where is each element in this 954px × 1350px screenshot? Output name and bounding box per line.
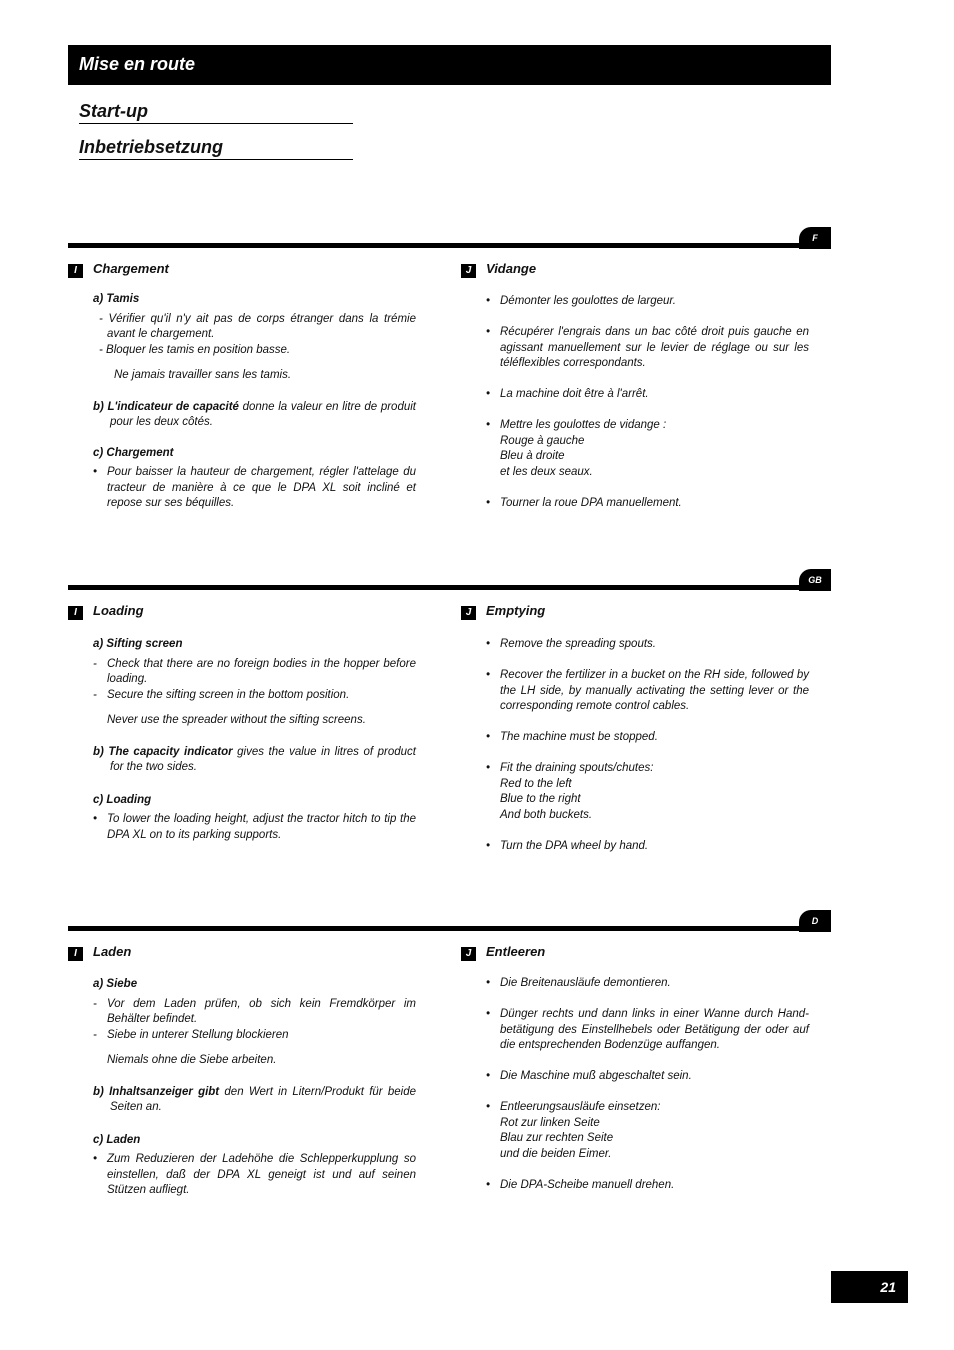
- subtitle-de: Inbetriebsetzung: [79, 136, 353, 160]
- note: Niemals ohne die Siebe arbeiten.: [107, 1054, 277, 1066]
- section-heading: Laden: [93, 944, 132, 959]
- section-heading: Entleeren: [486, 944, 546, 959]
- section-marker: J: [461, 947, 476, 961]
- list-item: Turn the DPA wheel by hand.: [500, 839, 649, 852]
- list-item: Recover the fertilizer in a bucket on the RH side, followed by the LH side, by manually activating the setting lever or the corresponding remote control cables.: [500, 669, 809, 712]
- section-heading: Loading: [93, 603, 144, 618]
- section-marker: I: [68, 606, 83, 620]
- note: Never use the spreader without the sifting screens.: [107, 714, 366, 726]
- section-marker: J: [461, 264, 476, 278]
- right-column: J Vidange • Démonter les goulottes de largeur. • Récupérer l'engrais dans un bac côté droit puis gauche en agissant manuellement sur le levier de réglage ou sur les téléflexibles correspondants. • La machine doit être à l'arrêt. • Mettre les goulottes de vidange : Rouge à gauche Bleu à droite et les deux seaux. • Tourner la roue DPA manuellement.: [461, 261, 809, 527]
- list-item: The machine must be stopped.: [500, 731, 658, 743]
- list-item: Remove the spreading spouts.: [500, 638, 656, 650]
- header-bar: [68, 45, 831, 85]
- list-item: Démonter les goulottes de largeur.: [500, 295, 677, 307]
- list-item: Check that there are no foreign bodies in the hopper before loading.: [107, 657, 416, 685]
- list-item: Pour baisser la hauteur de chargement, régler l'attelage du tracteur de manière à ce que le DPA XL soit incliné et repose sur ses béquilles.: [107, 466, 416, 509]
- page-number: 21: [831, 1271, 908, 1303]
- section-rule: [68, 243, 831, 248]
- section-marker: I: [68, 947, 83, 961]
- sub-heading: c) Chargement: [93, 446, 174, 459]
- paragraph: donne la valeur en litre de produit pour les deux côtés.: [110, 400, 416, 428]
- left-column: I Loading a) Sifting screen - Check that there are no foreign bodies in the hopper before loading. - Secure the sifting screen in the bottom position. Never use the spreader without the sifting screens. b) The capacity indicator gives the value in litres of product for the two sides. c) Loading • To lower the loading height, adjust the tractor hitch to tip the DPA XL on to its parking supports.: [68, 603, 416, 843]
- list-item: Die DPA-Scheibe manuell drehen.: [500, 1178, 675, 1191]
- sub-heading: c) Loading: [93, 793, 152, 806]
- lang-tab: D: [799, 910, 831, 932]
- sub-heading: c) Laden: [93, 1133, 141, 1146]
- sub-heading: a) Sifting screen: [93, 638, 183, 650]
- lang-tab: F: [799, 227, 831, 249]
- list-item: Récupérer l'engrais dans un bac côté droit puis gauche en agissant manuellement sur le levier de réglage ou sur les téléflexibles correspondants.: [500, 326, 809, 369]
- left-column: I Laden a) Siebe - Vor dem Laden prüfen, ob sich kein Fremdkörper im Behälter befindet. - Siebe in unterer Stellung blockieren Niemals ohne die Siebe arbeiten. b) Inhaltsanzeiger gibt den Wert in Litern/Produkt für beide Seiten an. c) Laden • Zum Reduzieren der Ladehöhe die Schlepperkupplung so einstellen, daß der DPA XL geneigt ist und auf seinen Stützen aufliegt.: [68, 944, 416, 1199]
- list-item: Die Breitenausläufe demontieren.: [500, 977, 671, 989]
- bold-term: b) L'indicateur de capacité: [93, 400, 239, 413]
- bold-term: b) The capacity indicator: [93, 745, 233, 758]
- section-heading: Chargement: [93, 261, 169, 276]
- subtitle-en: Start-up: [79, 100, 353, 124]
- note: Ne jamais travailler sans les tamis.: [114, 369, 292, 381]
- right-column: J Emptying • Remove the spreading spouts. • Recover the fertilizer in a bucket on the RH side, followed by the LH side, by manually activating the setting lever or the corresponding remote control cables. • The machine must be stopped. • Fit the draining spouts/chutes: Red to the left Blue to the right And both buckets. • Turn the DPA wheel by hand.: [461, 603, 809, 870]
- section-marker: J: [461, 606, 476, 620]
- list-item: La machine doit être à l'arrêt.: [500, 388, 649, 400]
- list-item: Mettre les goulottes de vidange : Rouge à gauche Bleu à droite et les deux seaux.: [500, 419, 667, 478]
- list-item: - Vérifier qu'il n'y ait pas de corps étranger dans la trémie avant le chargement.: [99, 312, 416, 340]
- section-rule: [68, 585, 831, 590]
- list-item: Zum Reduzieren der Ladehöhe die Schlepperkupplung so einstellen, daß der DPA XL geneigt ist und auf seinen Stützen aufliegt.: [107, 1153, 416, 1196]
- section-heading: Emptying: [486, 603, 546, 618]
- list-item: Siebe in unterer Stellung blockieren: [107, 1028, 289, 1041]
- list-item: Fit the draining spouts/chutes: Red to the left Blue to the right And both buckets.: [500, 762, 654, 821]
- paragraph: den Wert in Litern/Produkt für beide Seiten an.: [110, 1085, 417, 1113]
- lang-tab: GB: [799, 569, 831, 591]
- left-column: I Chargement a) Tamis - Vérifier qu'il n'y ait pas de corps étranger dans la trémie avant le chargement. - Bloquer les tamis en position basse. Ne jamais travailler sans les tamis. b) L'indicateur de capacité donne la valeur en litre de produit pour les deux côtés. c) Chargement • Pour baisser la hauteur de chargement, régler l'attelage du tracteur de manière à ce que le DPA XL soit incliné et repose sur ses béquilles.: [68, 261, 416, 512]
- sub-heading: a) Tamis: [93, 293, 140, 305]
- list-item: Entleerungsausläufe einsetzen: Rot zur linken Seite Blau zur rechten Seite und die beiden Eimer.: [500, 1101, 661, 1160]
- list-item: Secure the sifting screen in the bottom position.: [107, 688, 350, 701]
- bold-term: b) Inhaltsanzeiger gibt: [93, 1085, 220, 1098]
- section-heading: Vidange: [486, 261, 537, 276]
- header-title: Mise en route: [79, 54, 196, 74]
- list-item: Tourner la roue DPA manuellement.: [500, 496, 682, 509]
- list-item: To lower the loading height, adjust the tractor hitch to tip the DPA XL on to its parking supports.: [107, 813, 416, 841]
- list-item: - Bloquer les tamis en position basse.: [99, 343, 291, 356]
- list-item: Vor dem Laden prüfen, ob sich kein Fremdkörper im Behälter befindet.: [107, 997, 416, 1025]
- section-marker: I: [68, 264, 83, 278]
- list-item: Dünger rechts und dann links in einer Wanne durch Hand-betätigung des Einstellhebels oder Betätigung der oder auf die entsprechenden Bodenzüge auffangen.: [500, 1008, 809, 1051]
- section-rule: [68, 926, 831, 931]
- sub-heading: a) Siebe: [93, 978, 138, 990]
- list-item: Die Maschine muß abgeschaltet sein.: [500, 1070, 692, 1082]
- right-column: J Entleeren • Die Breitenausläufe demontieren. • Dünger rechts und dann links in einer Wanne durch Hand-betätigung des Einstellhebels oder Betätigung der oder auf die entsprechenden Bodenzüge auffangen. • Die Maschine muß abgeschaltet sein. • Entleerungsausläufe einsetzen: Rot zur linken Seite Blau zur rechten Seite und die beiden Eimer. • Die DPA-Scheibe manuell drehen.: [461, 944, 809, 1209]
- paragraph: gives the value in litres of product for the two sides.: [110, 745, 416, 773]
